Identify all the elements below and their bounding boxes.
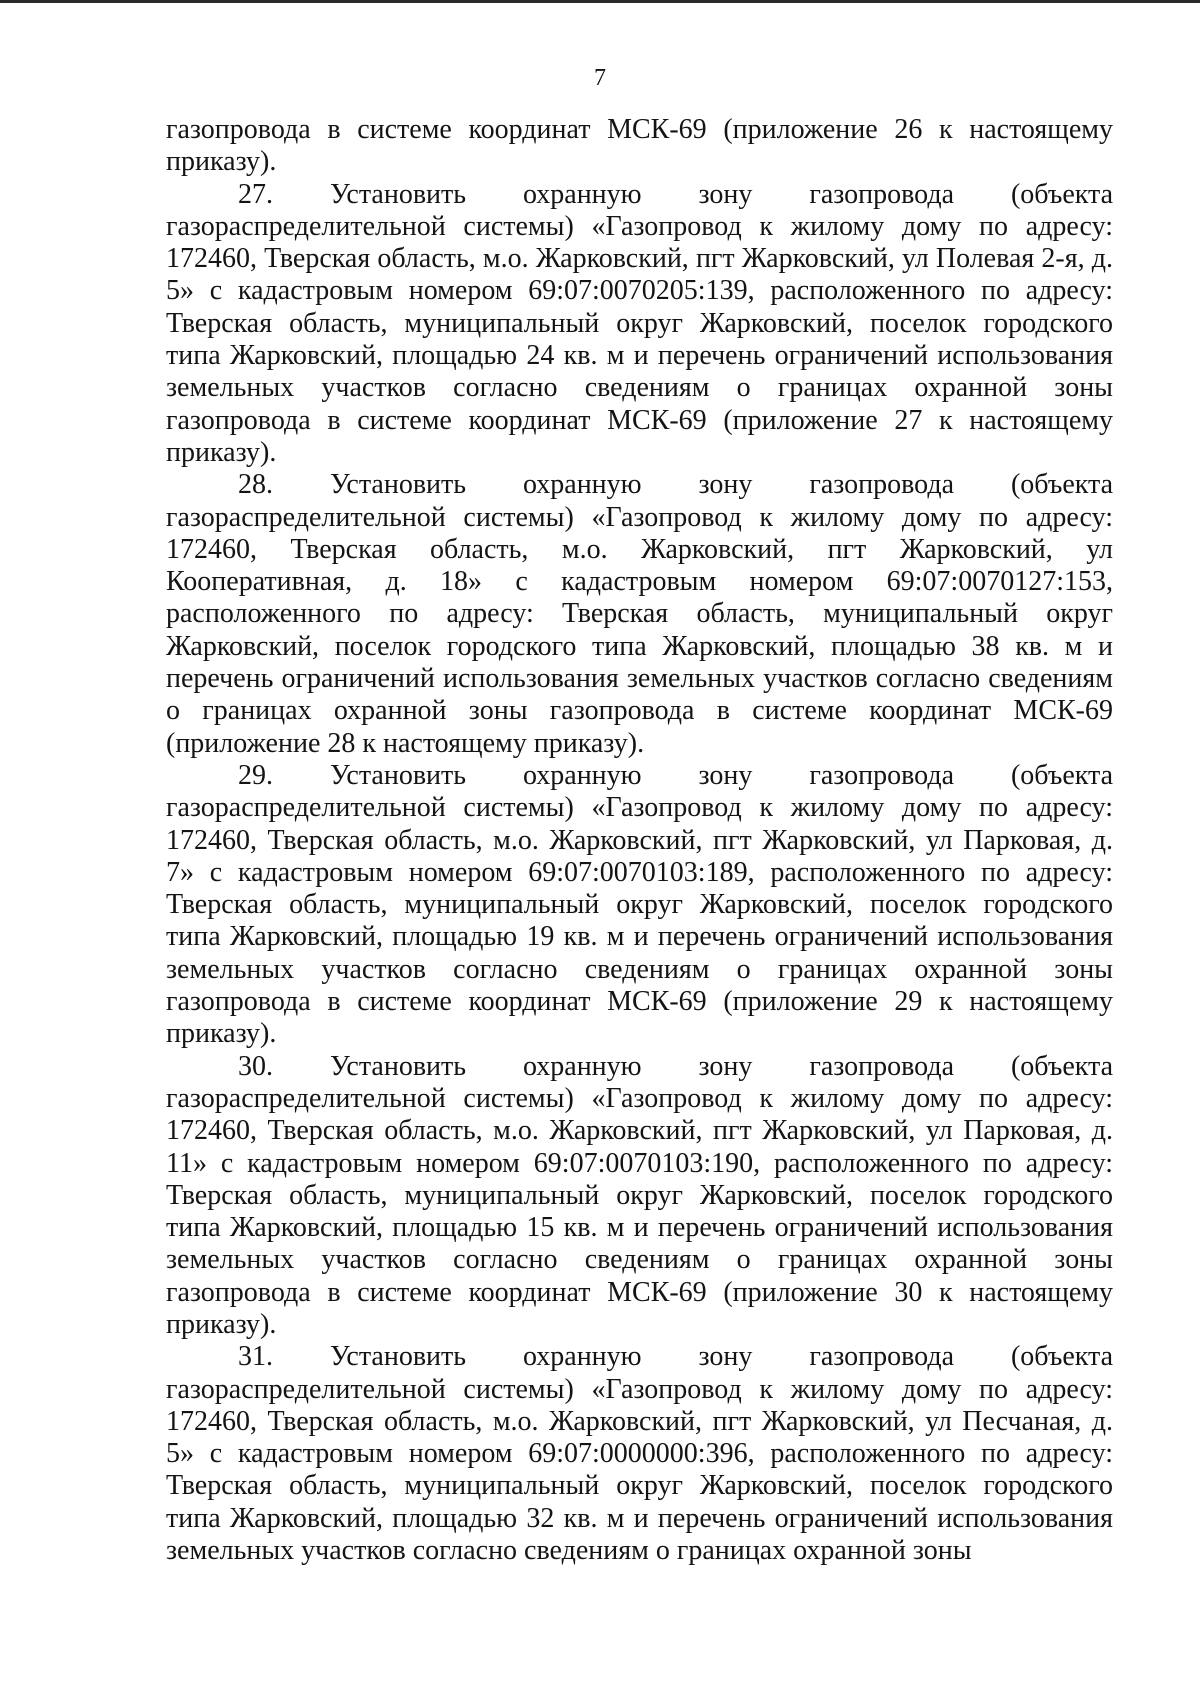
paragraph-text: газораспределительной системы) «Газопровод к жилому дому по адресу: 172460, Тверская область, м.о. Жарковский, пгт Жарковский, ул Песчаная, д. 5» с кадастровым номером 69:07:0000000:396, расположенного по адресу: Тверская область, муниципальный округ Жарковский, поселок городского типа Жарковский, площадью 32 кв. м и перечень ограничений использования земельных участков согласно сведениям о границах охранной зоны [166, 1373, 1113, 1567]
paragraph-text: газораспределительной системы) «Газопровод к жилому дому по адресу: 172460, Тверская область, м.о. Жарковский, пгт Жарковский, ул Кооперативная, д. 18» с кадастровым номером 69:07:0070127:153, расположенного по адресу: Тверская область, муниципальный округ Жарковский, поселок городского типа Жарковский, площадью 38 кв. м и перечень ограничений использования земельных участков согласно сведениям о границах охранной зоны газопровода в системе координат МСК-69 (приложение 28 к настоящему приказу). [166, 501, 1113, 759]
document-body [166, 114, 1113, 1567]
paragraph-text: газопровода в системе координат МСК-69 (приложение 26 к настоящему приказу). [166, 114, 1113, 178]
paragraph-text: газораспределительной системы) «Газопровод к жилому дому по адресу: 172460, Тверская область, м.о. Жарковский, пгт Жарковский, ул Парковая, д. 7» с кадастровым номером 69:07:0070103:189, расположенного по адресу: Тверская область, муниципальный округ Жарковский, поселок городского типа Жарковский, площадью 19 кв. м и перечень ограничений использования земельных участков согласно сведениям о границах охранной зоны газопровода в системе координат МСК-69 (приложение 29 к настоящему приказу). [166, 792, 1113, 1050]
paragraph-item-31 [166, 1341, 1113, 1567]
paragraph-first-line: 31. Установить охранную зону газопровода (объекта [238, 1341, 1113, 1373]
paragraph-first-line: 30. Установить охранную зону газопровода (объекта [238, 1050, 1113, 1082]
paragraph-first-line: 29. Установить охранную зону газопровода (объекта [238, 759, 1113, 791]
scan-edge-line [0, 0, 1200, 3]
paragraph-item-30 [166, 1051, 1113, 1342]
paragraph-item-26-continuation [166, 114, 1113, 179]
paragraph-text: газораспределительной системы) «Газопровод к жилому дому по адресу: 172460, Тверская область, м.о. Жарковский, пгт Жарковский, ул Парковая, д. 11» с кадастровым номером 69:07:0070103:190, расположенного по адресу: Тверская область, муниципальный округ Жарковский, поселок городского типа Жарковский, площадью 15 кв. м и перечень ограничений использования земельных участков согласно сведениям о границах охранной зоны газопровода в системе координат МСК-69 (приложение 30 к настоящему приказу). [166, 1082, 1113, 1340]
paragraph-first-line: 28. Установить охранную зону газопровода (объекта [238, 469, 1113, 501]
paragraph-first-line: 27. Установить охранную зону газопровода (объекта [238, 178, 1113, 210]
paragraph-item-27 [166, 179, 1113, 470]
paragraph-item-28 [166, 469, 1113, 760]
paragraph-item-29 [166, 760, 1113, 1051]
page-number: 7 [594, 65, 606, 91]
paragraph-text: газораспределительной системы) «Газопровод к жилому дому по адресу: 172460, Тверская область, м.о. Жарковский, пгт Жарковский, ул Полевая 2-я, д. 5» с кадастровым номером 69:07:0070205:139, расположенного по адресу: Тверская область, муниципальный округ Жарковский, поселок городского типа Жарковский, площадью 24 кв. м и перечень ограничений использования земельных участков согласно сведениям о границах охранной зоны газопровода в системе координат МСК-69 (приложение 27 к настоящему приказу). [166, 210, 1113, 468]
